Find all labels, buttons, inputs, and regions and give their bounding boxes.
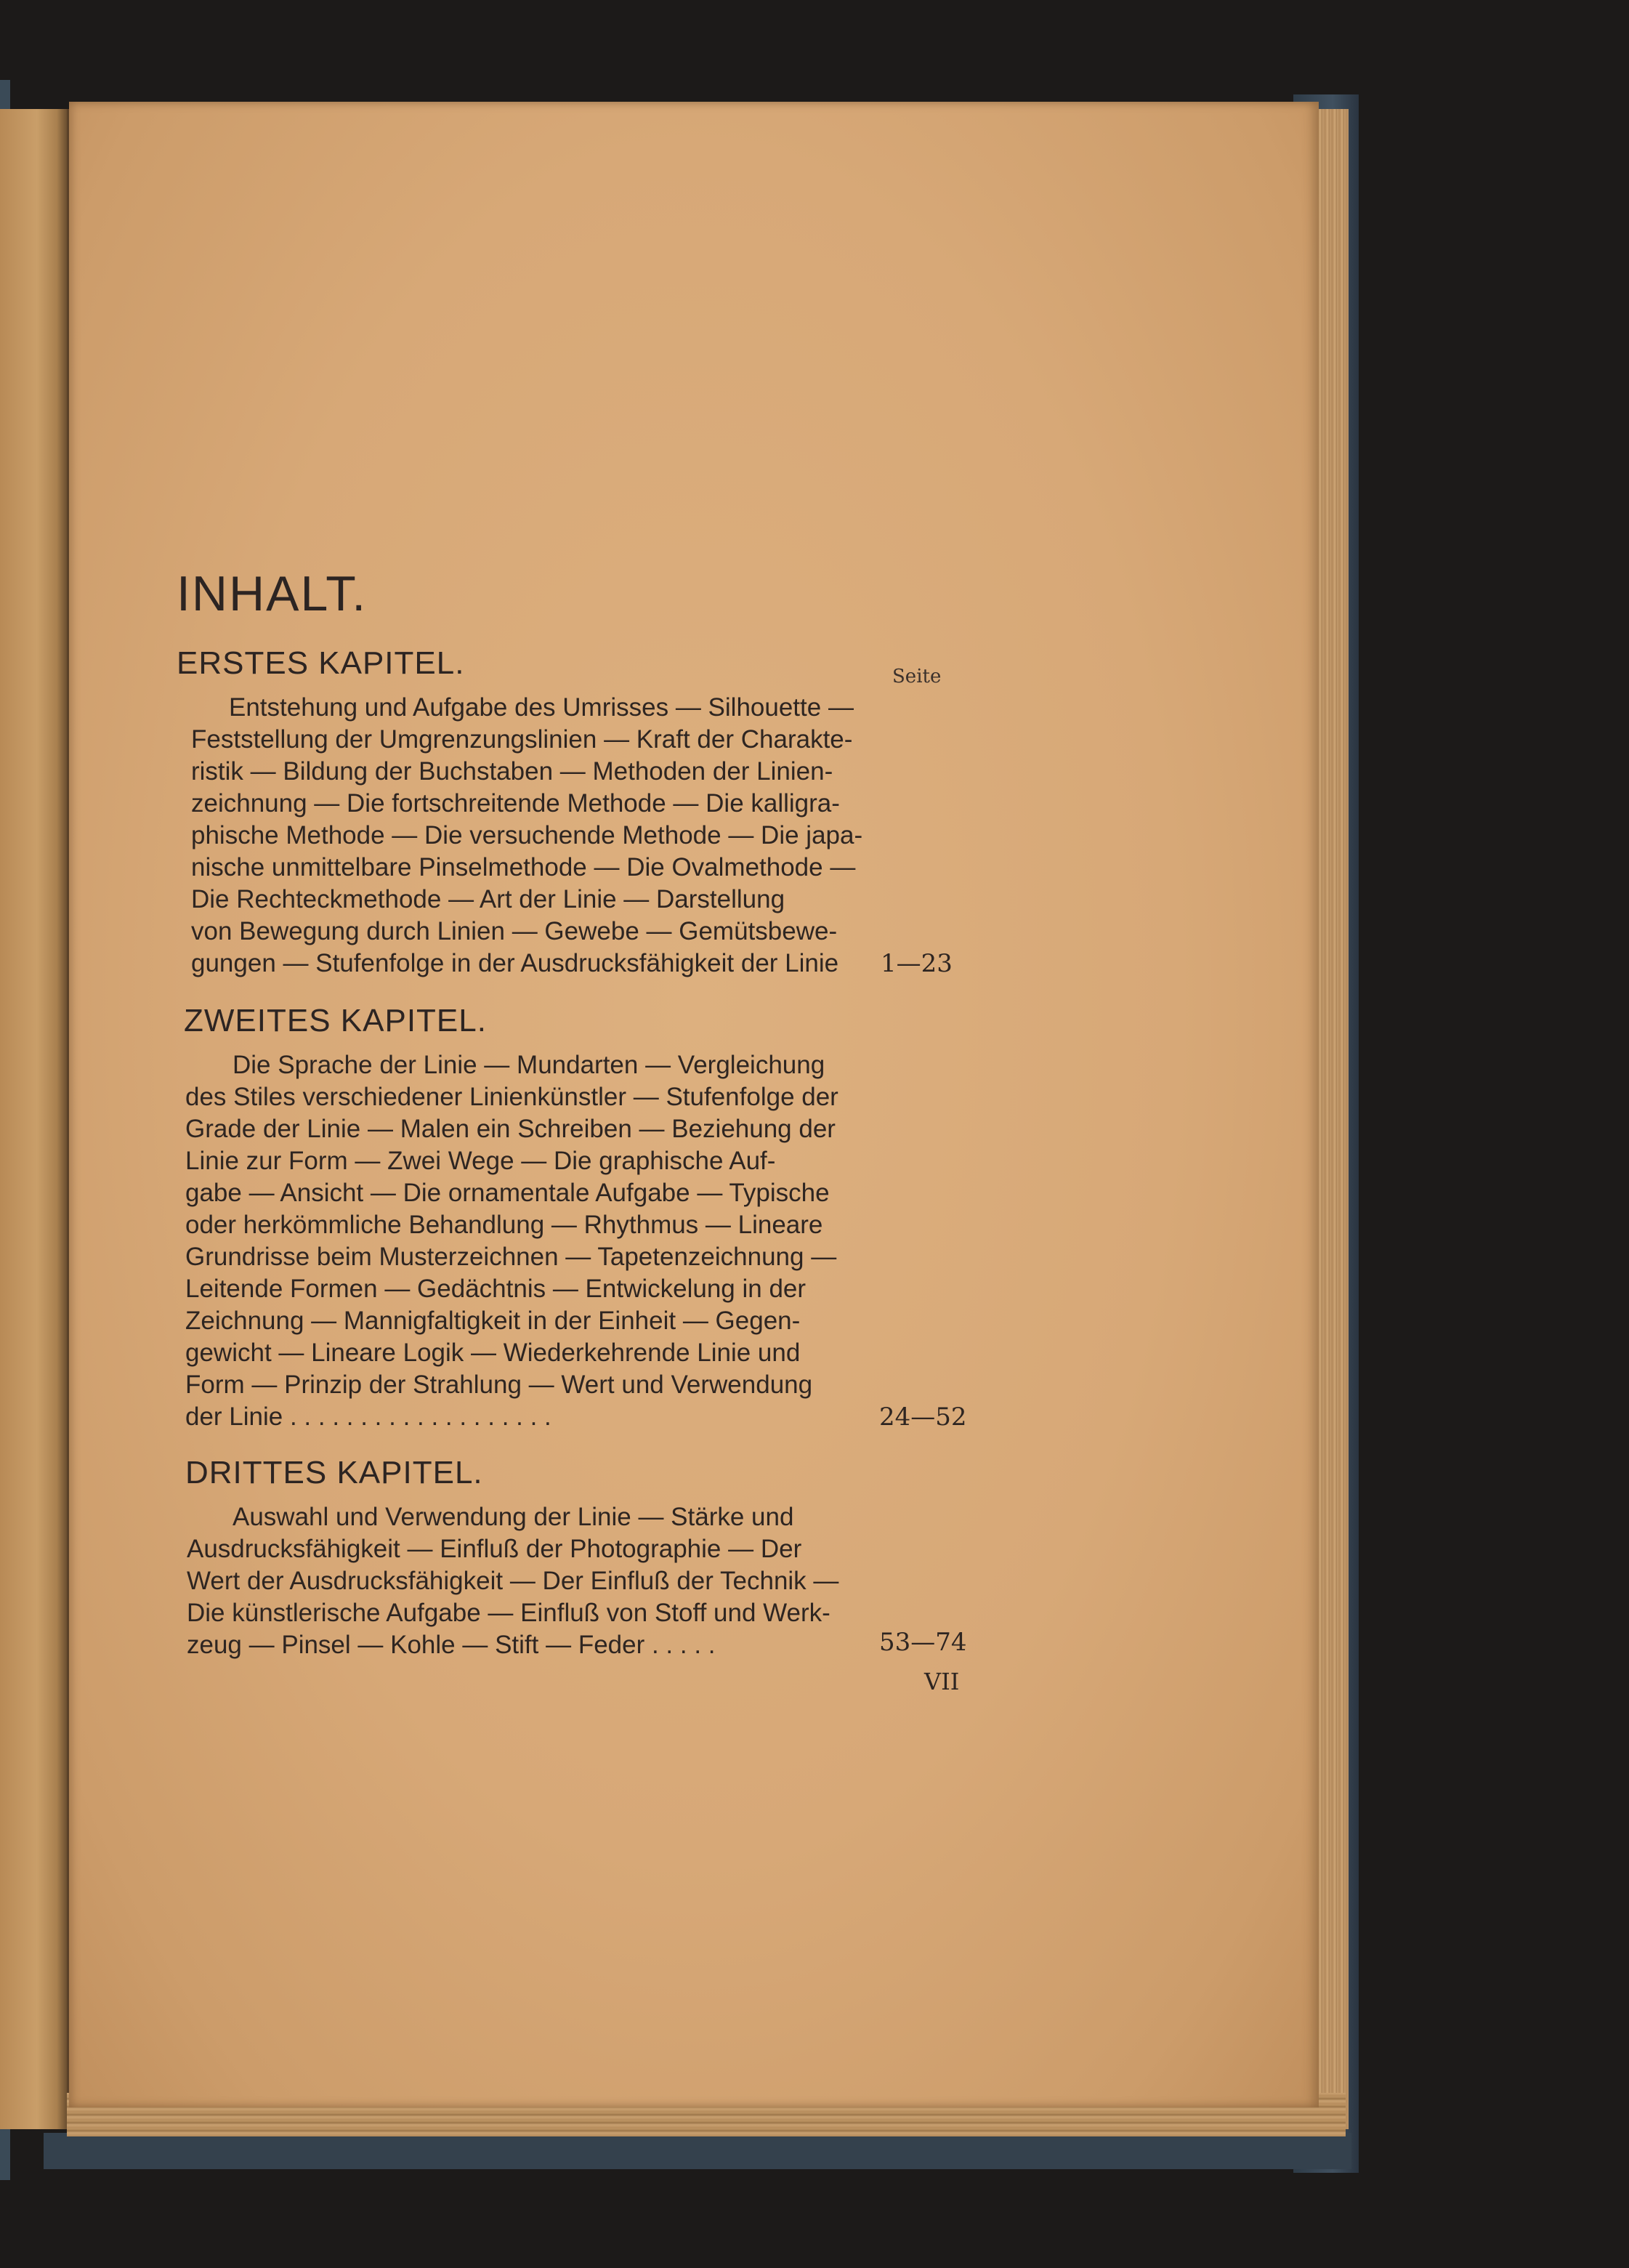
chapter-2-line: Die Sprache der Linie — Mundarten — Vergleichung [233, 1051, 825, 1079]
chapter-3-pages: 53—74 [879, 1628, 967, 1657]
chapter-2-line: gabe — Ansicht — Die ornamentale Aufgabe — Typische [185, 1179, 830, 1207]
book-page [69, 102, 1319, 2107]
seite-label: Seite [892, 666, 942, 687]
page-heading: INHALT. [177, 566, 368, 621]
chapter-1-line: Feststellung der Umgrenzungslinien — Kraft der Charakte- [191, 725, 853, 754]
chapter-3-line: Die künstlerische Aufgabe — Einfluß von Stoff und Werk- [187, 1599, 830, 1627]
left-page-edge [0, 109, 69, 2129]
chapter-1-line: von Bewegung durch Linien — Gewebe — Gemütsbewe- [191, 917, 838, 945]
page-number: VII [924, 1668, 960, 1695]
chapter-2-title: ZWEITES KAPITEL. [184, 1003, 487, 1038]
chapter-1-line: nische unmittelbare Pinselmethode — Die Ovalmethode — [191, 853, 856, 881]
chapter-1-line: ristik — Bildung der Buchstaben — Methoden der Linien- [191, 757, 833, 786]
chapter-2-line: oder herkömmliche Behandlung — Rhythmus — Lineare [185, 1211, 823, 1239]
chapter-2-line: Form — Prinzip der Strahlung — Wert und Verwendung [185, 1371, 813, 1399]
chapter-1-line: gungen — Stufenfolge in der Ausdrucksfähigkeit der Linie [191, 949, 839, 977]
chapter-2-line: Grundrisse beim Musterzeichnen — Tapetenzeichnung — [185, 1243, 837, 1271]
chapter-1-line: Entstehung und Aufgabe des Umrisses — Silhouette — [229, 693, 854, 722]
chapter-3-title: DRITTES KAPITEL. [185, 1455, 483, 1490]
chapter-2-line: Zeichnung — Mannigfaltigkeit in der Einheit — Gegen- [185, 1307, 801, 1335]
chapter-2-line: des Stiles verschiedener Linienkünstler — Stufenfolge der [185, 1083, 838, 1111]
chapter-3-line: Auswahl und Verwendung der Linie — Stärke und [233, 1503, 794, 1531]
chapter-2-line: gewicht — Lineare Logik — Wiederkehrende Linie und [185, 1339, 801, 1367]
chapter-3-line: Wert der Ausdrucksfähigkeit — Der Einfluß der Technik — [187, 1567, 839, 1595]
chapter-3-line: Ausdrucksfähigkeit — Einfluß der Photographie — Der [187, 1535, 802, 1563]
chapter-3-line: zeug — Pinsel — Kohle — Stift — Feder . . . . . [187, 1631, 716, 1659]
chapter-1-title: ERSTES KAPITEL. [177, 645, 465, 681]
chapter-2-line: Grade der Linie — Malen ein Schreiben — Beziehung der [185, 1115, 836, 1143]
chapter-1-line: zeichnung — Die fortschreitende Methode — Die kalligra- [191, 789, 840, 818]
chapter-2-line: Linie zur Form — Zwei Wege — Die graphische Auf- [185, 1147, 776, 1175]
chapter-2-line: Leitende Formen — Gedächtnis — Entwickelung in der [185, 1275, 807, 1303]
chapter-1-pages: 1—23 [881, 949, 953, 978]
chapter-2-pages: 24—52 [879, 1403, 967, 1432]
chapter-2-line: der Linie . . . . . . . . . . . . . . . . . . . [185, 1403, 551, 1431]
bottom-cover-edge [44, 2133, 1351, 2169]
chapter-1-line: Die Rechteckmethode — Art der Linie — Darstellung [191, 885, 785, 913]
chapter-1-line: phische Methode — Die versuchende Methode — Die japa- [191, 821, 863, 850]
